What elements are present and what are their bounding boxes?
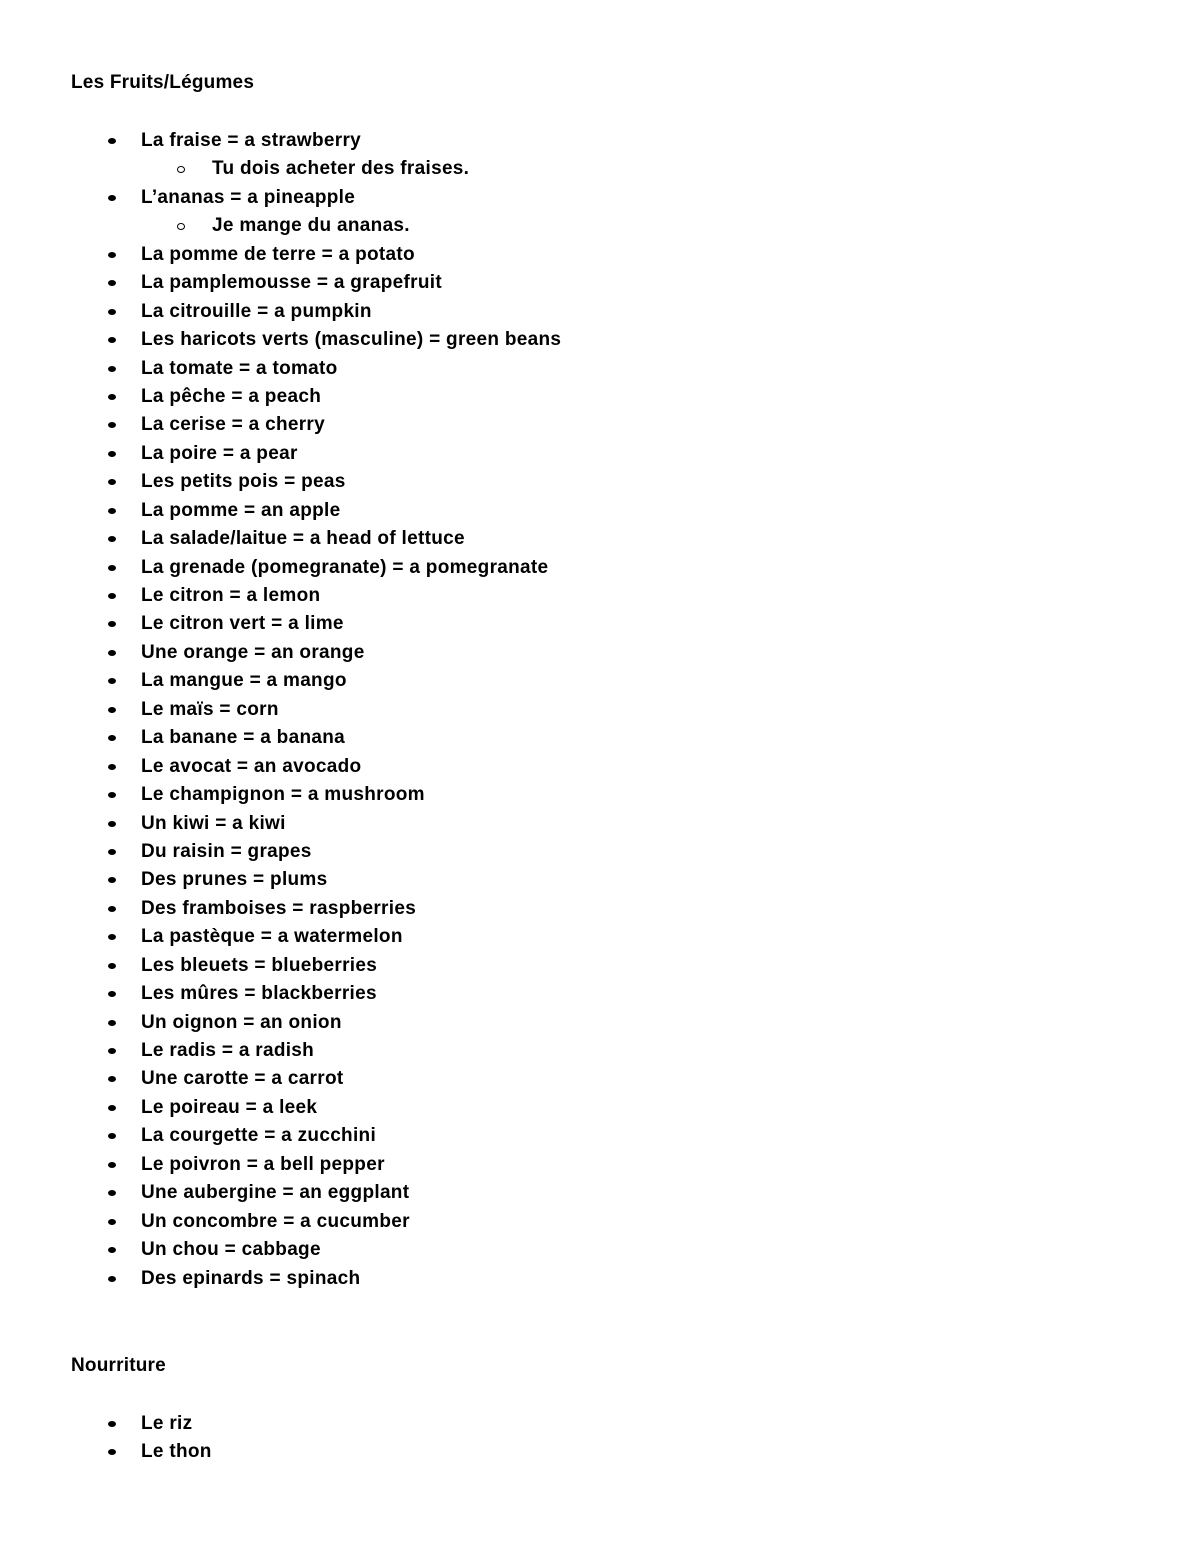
list-item-text: La salade/laitue = a head of lettuce bbox=[141, 528, 465, 550]
list-item-text: Un concombre = a cucumber bbox=[141, 1210, 410, 1232]
bullet-icon bbox=[108, 337, 116, 343]
bullet-icon bbox=[108, 934, 116, 940]
bullet-icon bbox=[108, 906, 116, 912]
bullet-icon bbox=[108, 309, 116, 315]
list-item-text: Le poireau = a leek bbox=[141, 1096, 318, 1118]
list-item-text: La grenade (pomegranate) = a pomegranate bbox=[141, 556, 549, 578]
list-item-text: Des prunes = plums bbox=[141, 869, 328, 891]
bullet-icon bbox=[108, 394, 116, 400]
list-item-text: La fraise = a strawberry bbox=[141, 130, 362, 151]
bullet-icon bbox=[108, 764, 116, 770]
bullet-icon bbox=[108, 650, 116, 656]
list-item-text: Les mûres = blackberries bbox=[141, 983, 377, 1005]
example-sentence-text: Tu dois acheter des fraises. bbox=[212, 158, 470, 180]
bullet-icon bbox=[108, 1449, 116, 1455]
bullet-icon bbox=[108, 1133, 116, 1139]
bullet-icon bbox=[108, 479, 116, 485]
bullet-icon bbox=[108, 195, 116, 201]
bullet-icon bbox=[108, 422, 116, 428]
list-item-text: Le maïs = corn bbox=[141, 698, 279, 720]
list-item-text: Le thon bbox=[141, 1441, 212, 1463]
bullet-icon bbox=[108, 963, 116, 969]
list-item-text: La citrouille = a pumpkin bbox=[141, 300, 372, 322]
list-item-text: Le champignon = a mushroom bbox=[141, 784, 425, 806]
bullet-icon bbox=[108, 1020, 116, 1026]
list-item-text: Le poivron = a bell pepper bbox=[141, 1153, 385, 1175]
section-heading-fruits-vegetables: Les Fruits/Légumes bbox=[71, 72, 255, 93]
bullet-icon bbox=[108, 1247, 116, 1253]
bullet-icon bbox=[108, 707, 116, 713]
list-item-text: Le radis = a radish bbox=[141, 1040, 315, 1061]
bullet-icon bbox=[108, 536, 116, 542]
list-item-text: La cerise = a cherry bbox=[141, 414, 325, 436]
section-heading-food: Nourriture bbox=[71, 1355, 166, 1376]
hollow-bullet-icon bbox=[177, 166, 185, 173]
bullet-icon bbox=[108, 1276, 116, 1282]
bullet-icon bbox=[108, 821, 116, 827]
list-item-text: Des framboises = raspberries bbox=[141, 897, 417, 919]
bullet-icon bbox=[108, 451, 116, 457]
bullet-icon bbox=[108, 1048, 116, 1054]
bullet-icon bbox=[108, 508, 116, 514]
bullet-icon bbox=[108, 1105, 116, 1111]
list-item-text: Des epinards = spinach bbox=[141, 1267, 361, 1289]
list-item-text: Un oignon = an onion bbox=[141, 1011, 342, 1033]
list-item-text: Une orange = an orange bbox=[141, 641, 365, 663]
bullet-icon bbox=[108, 735, 116, 741]
list-item-text: La pamplemousse = a grapefruit bbox=[141, 272, 442, 294]
list-item-text: La pomme = an apple bbox=[141, 499, 341, 521]
list-item-text: Une aubergine = an eggplant bbox=[141, 1182, 410, 1204]
list-item-text: L’ananas = a pineapple bbox=[141, 186, 356, 208]
list-item-text: Les bleuets = blueberries bbox=[141, 954, 378, 976]
list-item-text: La poire = a pear bbox=[141, 442, 298, 464]
bullet-icon bbox=[108, 1190, 116, 1196]
bullet-icon bbox=[108, 877, 116, 883]
bullet-icon bbox=[108, 1421, 116, 1427]
list-item-text: Le citron vert = a lime bbox=[141, 613, 344, 635]
bullet-icon bbox=[108, 849, 116, 855]
list-item-text: Les petits pois = peas bbox=[141, 471, 346, 493]
bullet-icon bbox=[108, 678, 116, 684]
bullet-icon bbox=[108, 366, 116, 372]
bullet-icon bbox=[108, 991, 116, 997]
list-item-text: Le citron = a lemon bbox=[141, 585, 321, 606]
list-item-text: Du raisin = grapes bbox=[141, 840, 312, 862]
example-sentence-text: Je mange du ananas. bbox=[212, 215, 410, 237]
bullet-icon bbox=[108, 1162, 116, 1168]
bullet-icon bbox=[108, 1076, 116, 1082]
list-item-text: La pomme de terre = a potato bbox=[141, 243, 415, 265]
bullet-icon bbox=[108, 280, 116, 286]
list-item-text: Un chou = cabbage bbox=[141, 1239, 321, 1261]
bullet-icon bbox=[108, 593, 116, 599]
bullet-icon bbox=[108, 792, 116, 798]
list-item-text: Les haricots verts (masculine) = green beans bbox=[141, 329, 562, 351]
bullet-icon bbox=[108, 1219, 116, 1225]
bullet-icon bbox=[108, 252, 116, 258]
bullet-icon bbox=[108, 565, 116, 571]
list-item-text: Le avocat = an avocado bbox=[141, 755, 362, 777]
list-item-text: La tomate = a tomato bbox=[141, 357, 338, 379]
bullet-icon bbox=[108, 138, 116, 144]
hollow-bullet-icon bbox=[177, 223, 185, 230]
bullet-icon bbox=[108, 621, 116, 627]
list-item-text: Le riz bbox=[141, 1413, 193, 1434]
list-item-text: La pastèque = a watermelon bbox=[141, 926, 403, 948]
list-item-text: La banane = a banana bbox=[141, 727, 345, 749]
list-item-text: Un kiwi = a kiwi bbox=[141, 812, 286, 834]
list-item-text: La pêche = a peach bbox=[141, 385, 322, 407]
list-item-text: Une carotte = a carrot bbox=[141, 1068, 344, 1090]
list-item-text: La courgette = a zucchini bbox=[141, 1125, 377, 1147]
list-item-text: La mangue = a mango bbox=[141, 670, 347, 692]
